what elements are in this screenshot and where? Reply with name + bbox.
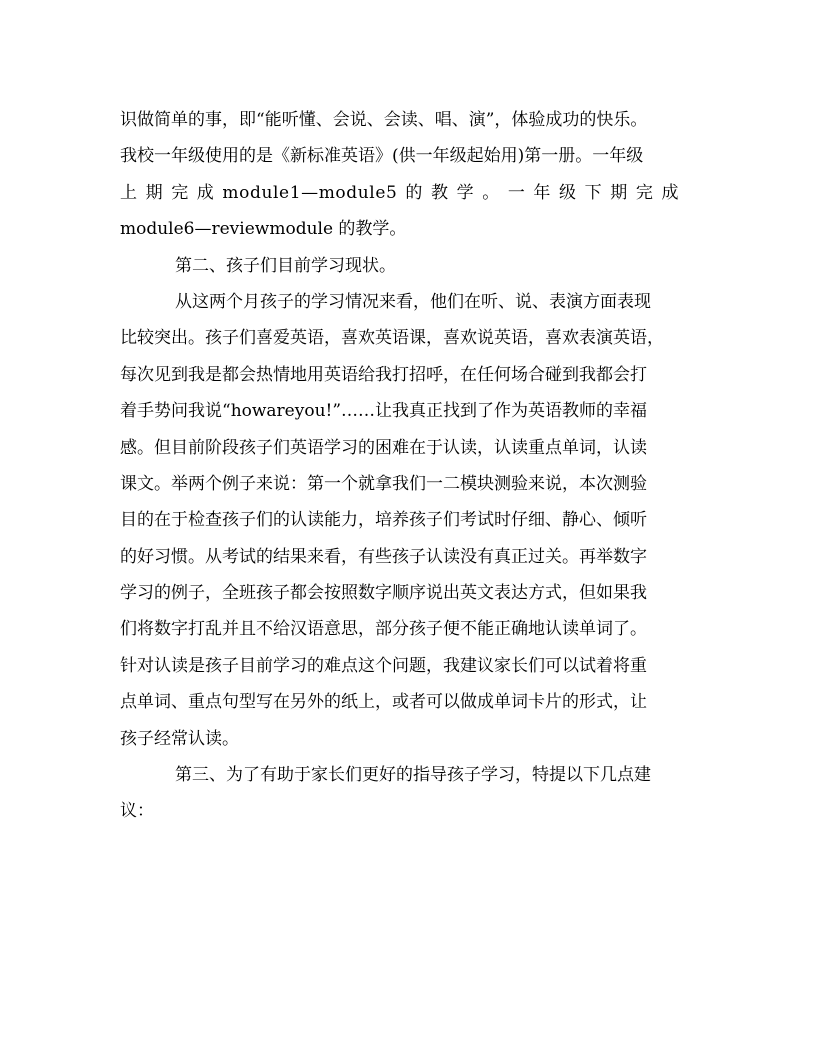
text-line: 着手势问我说“howareyou!”……让我真正找到了作为英语教师的幸福 <box>120 401 648 422</box>
section-heading: 第三、为了有助于家长们更好的指导孩子学习，特提以下几点建 <box>175 765 651 786</box>
text-line: 孩子经常认读。 <box>120 728 239 749</box>
text-line: 上 期 完 成 module1—module5 的 教 学 。 一 年 级 下 期 完 成 <box>120 182 680 203</box>
text-line: 目的在于检查孩子们的认读能力，培养孩子们考试时仔细、静心、倾听 <box>120 510 647 531</box>
text-line: 学习的例子，全班孩子都会按照数字顺序说出英文表达方式，但如果我 <box>120 583 647 604</box>
text-line: 每次见到我是都会热情地用英语给我打招呼，在任何场合碰到我都会打 <box>120 364 647 385</box>
text-line: module6—reviewmodule 的教学。 <box>120 219 407 240</box>
text-line: 的好习惯。从考试的结果来看，有些孩子认读没有真正过关。再举数字 <box>120 546 647 567</box>
text-line: 我校一年级使用的是《新标准英语》(供一年级起始用)第一册。一年级 <box>120 146 644 167</box>
text-line: 比较突出。孩子们喜爱英语，喜欢英语课，喜欢说英语，喜欢表演英语， <box>120 328 664 349</box>
text-line: 从这两个月孩子的学习情况来看，他们在听、说、表演方面表现 <box>175 291 651 312</box>
section-heading: 第二、孩子们目前学习现状。 <box>175 255 396 276</box>
text-line: 们将数字打乱并且不给汉语意思，部分孩子便不能正确地认读单词了。 <box>120 619 647 640</box>
text-line: 识做简单的事，即“能听懂、会说、会读、唱、演”，体验成功的快乐。 <box>120 110 648 130</box>
body-text <box>120 102 696 830</box>
text-line: 感。但目前阶段孩子们英语学习的困难在于认读，认读重点单词，认读 <box>120 437 647 458</box>
text-line: 针对认读是孩子目前学习的难点这个问题，我建议家长们可以试着将重 <box>120 655 647 676</box>
text-line: 议： <box>120 801 154 822</box>
text-line: 点单词、重点句型写在另外的纸上，或者可以做成单词卡片的形式，让 <box>120 692 647 713</box>
text-line: 课文。举两个例子来说：第一个就拿我们一二模块测验来说，本次测验 <box>120 473 647 494</box>
